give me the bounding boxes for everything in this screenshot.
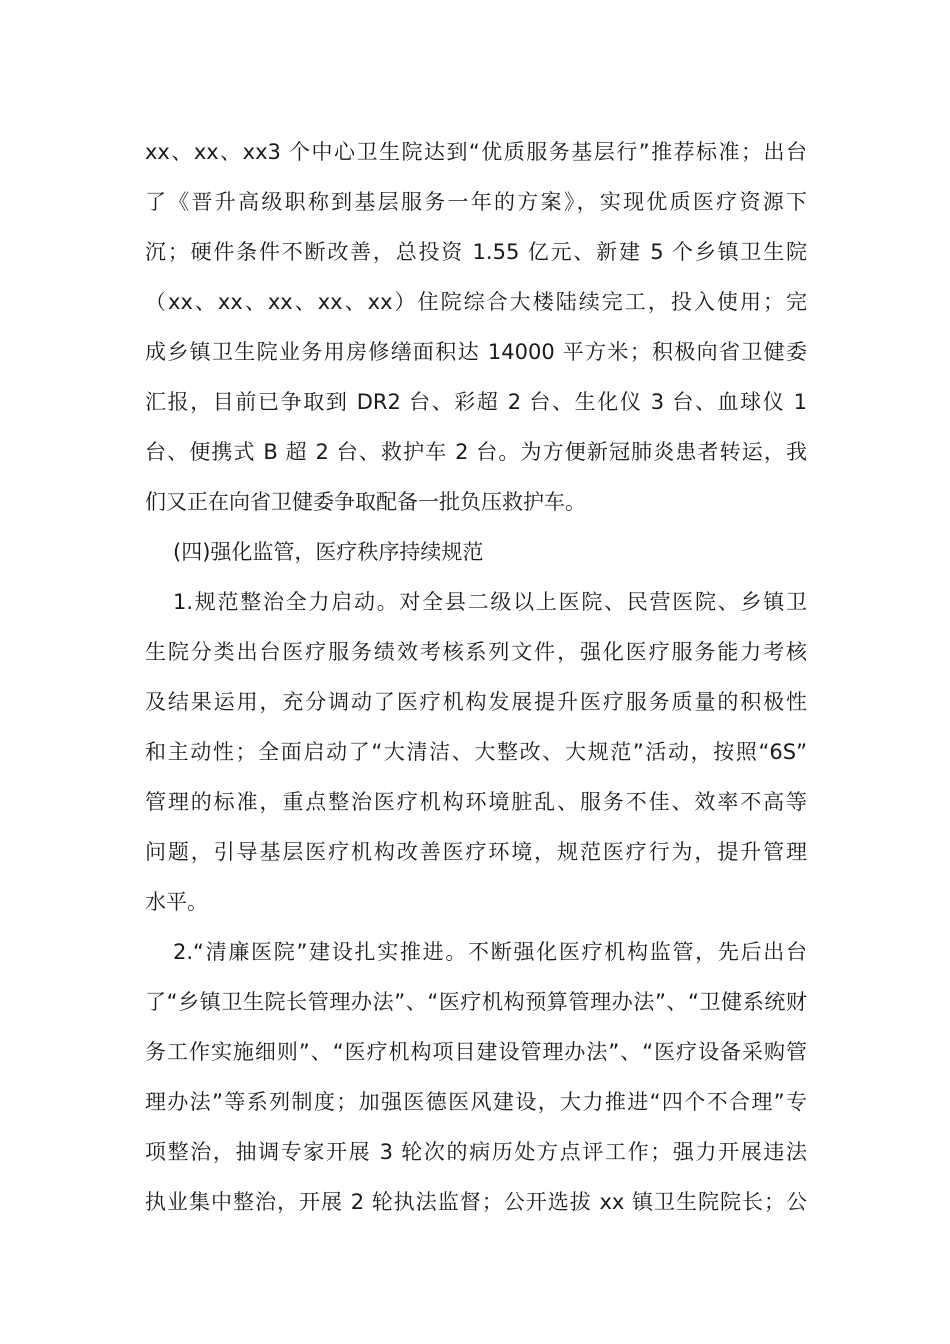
text-line: 理办法”等系列制度；加强医德医风建设，大力推进“四个不合理”专 xyxy=(145,1090,807,1114)
text-line: 问题，引导基层医疗机构改善医疗环境，规范医疗行为，提升管理 xyxy=(145,840,807,864)
paragraph-3 xyxy=(145,577,807,927)
text-line: 项整治，抽调专家开展 3 轮次的病历处方点评工作；强力开展违法 xyxy=(145,1140,807,1164)
text-line: 务工作实施细则”、“医疗机构项目建设管理办法”、“医疗设备采购管 xyxy=(145,1040,807,1064)
document-body xyxy=(145,127,807,1227)
text-line: 1.规范整治全力启动。对全县二级以上医院、民营医院、乡镇卫 xyxy=(173,590,807,614)
text-line: 执业集中整治，开展 2 轮执法监督；公开选拔 xx 镇卫生院院长；公 xyxy=(145,1190,807,1214)
text-line: 水平。 xyxy=(145,890,208,914)
text-line: 台、便携式 B 超 2 台、救护车 2 台。为方便新冠肺炎患者转运，我 xyxy=(145,440,807,464)
text-line: 生院分类出台医疗服务绩效考核系列文件，强化医疗服务能力考核 xyxy=(145,640,807,664)
text-line: 和主动性；全面启动了“大清洁、大整改、大规范”活动，按照“6S” xyxy=(145,740,807,764)
text-line: 了“乡镇卫生院长管理办法”、“医疗机构预算管理办法”、“卫健系统财 xyxy=(145,990,807,1014)
text-line: 们又正在向省卫健委争取配备一批负压救护车。 xyxy=(145,490,586,514)
text-line: 2.“清廉医院”建设扎实推进。不断强化医疗机构监管，先后出台 xyxy=(173,940,807,964)
text-line: 了《晋升高级职称到基层服务一年的方案》，实现优质医疗资源下 xyxy=(145,190,807,214)
paragraph-4 xyxy=(145,927,807,1227)
paragraph-1 xyxy=(145,127,807,527)
text-line: 沉；硬件条件不断改善，总投资 1.55 亿元、新建 5 个乡镇卫生院 xyxy=(145,240,807,264)
text-line: 成乡镇卫生院业务用房修缮面积达 14000 平方米；积极向省卫健委 xyxy=(145,340,807,364)
text-line: 管理的标准，重点整治医疗机构环境脏乱、服务不佳、效率不高等 xyxy=(145,790,807,814)
text-line: 及结果运用，充分调动了医疗机构发展提升医疗服务质量的积极性 xyxy=(145,690,807,714)
text-line: 汇报，目前已争取到 DR2 台、彩超 2 台、生化仪 3 台、血球仪 1 xyxy=(145,390,807,414)
section-heading xyxy=(145,527,807,577)
text-line: （xx、xx、xx、xx、xx）住院综合大楼陆续完工，投入使用；完 xyxy=(145,290,807,314)
text-line: xx、xx、xx3 个中心卫生院达到“优质服务基层行”推荐标准；出台 xyxy=(145,140,807,164)
heading-line: (四)强化监管，医疗秩序持续规范 xyxy=(173,540,484,564)
